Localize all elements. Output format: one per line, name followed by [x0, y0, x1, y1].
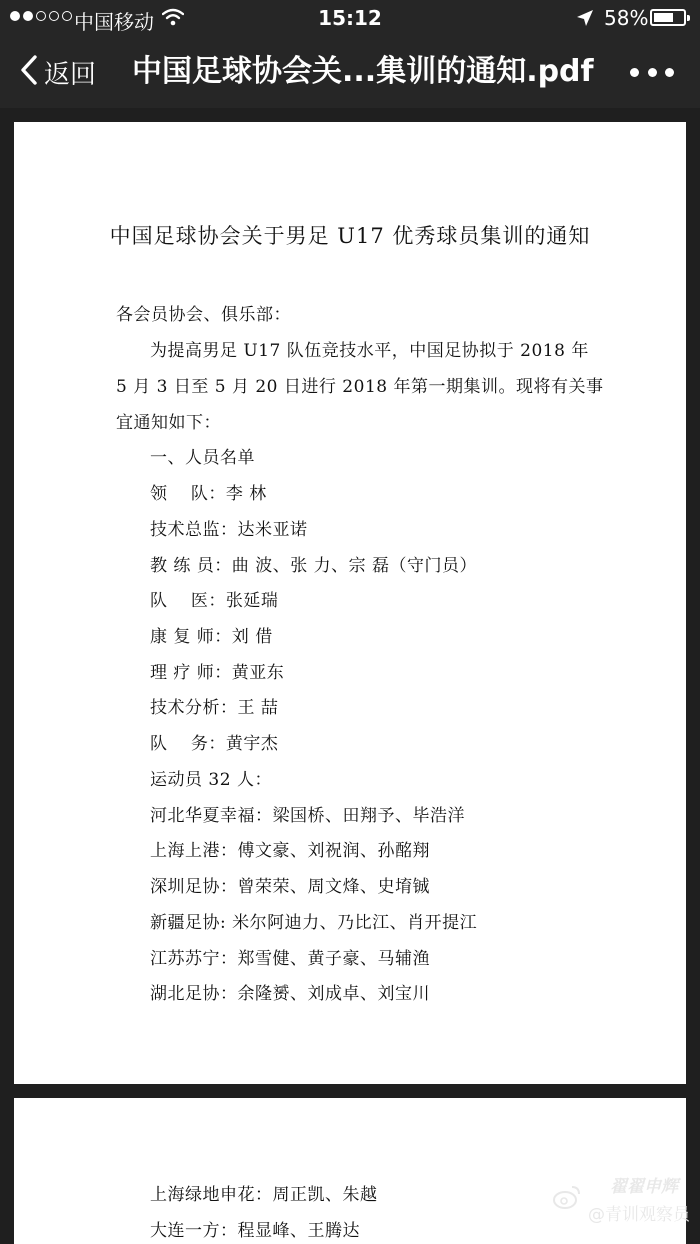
location-arrow-icon	[576, 8, 594, 32]
staff-line: 理 疗 师：黄亚东	[150, 663, 285, 683]
staff-line: 领 队：李 林	[150, 484, 267, 504]
clock-time: 15:12	[318, 6, 382, 30]
staff-line: 技术分析：王 喆	[150, 698, 279, 718]
staff-line: 队 务：黄宇杰	[150, 734, 279, 754]
athlete-line: 河北华夏幸福：梁国桥、田翔予、毕浩洋	[150, 806, 465, 826]
status-bar	[0, 0, 700, 36]
watermark-author: 翟翟申辉	[610, 1177, 678, 1197]
more-dot-icon	[665, 68, 674, 77]
pdf-viewer[interactable]	[0, 108, 700, 1244]
back-button[interactable]	[20, 50, 96, 94]
salutation: 各会员协会、俱乐部：	[116, 305, 291, 325]
battery-icon	[650, 9, 686, 26]
paragraph-line: 5 月 3 日至 5 月 20 日进行 2018 年第一期集训。现将有关事	[116, 377, 604, 397]
staff-line: 康 复 师：刘 借	[150, 627, 273, 647]
athlete-line: 新疆足协: 米尔阿迪力、乃比江、肖开提江	[150, 913, 478, 933]
staff-line: 教 练 员：曲 波、张 力、宗 磊（守门员）	[150, 556, 478, 576]
more-dot-icon	[630, 68, 639, 77]
document-title: 中国足球协会关于男足 U17 优秀球员集训的通知	[109, 224, 591, 248]
paragraph-line: 为提高男足 U17 队伍竞技水平，中国足协拟于 2018 年	[150, 341, 589, 361]
carrier-name: 中国移动	[74, 10, 154, 34]
athletes-heading: 运动员 32 人：	[150, 770, 272, 790]
watermark	[552, 1170, 700, 1240]
athlete-line: 江苏苏宁：郑雪健、黄子豪、马辅渔	[150, 949, 430, 969]
staff-line: 技术总监：达米亚诺	[150, 520, 308, 540]
athlete-line: 大连一方：程显峰、王腾达	[150, 1221, 360, 1241]
navigation-bar	[0, 36, 700, 108]
weibo-logo-icon	[552, 1184, 582, 1210]
more-dot-icon	[648, 68, 657, 77]
athlete-line: 上海绿地申花：周正凯、朱越	[150, 1185, 378, 1205]
watermark-handle: @青训观察员	[588, 1205, 690, 1225]
athlete-line: 深圳足协：曾荣荣、周文烽、史堉铖	[150, 877, 430, 897]
athlete-line: 湖北足协：余隆赟、刘成卓、刘宝川	[150, 984, 430, 1004]
page-title: 中国足球协会关...集训的通知.pdf	[132, 54, 594, 89]
athlete-line: 上海上港：傅文豪、刘祝润、孙酩翔	[150, 841, 430, 861]
paragraph-line: 宜通知如下：	[116, 413, 221, 433]
staff-line: 队 医：张延瑞	[150, 591, 279, 611]
back-label: 返回	[44, 59, 97, 90]
section-heading: 一、人员名单	[150, 448, 255, 468]
more-options-button[interactable]	[630, 64, 674, 80]
pdf-page	[14, 122, 686, 1084]
chevron-left-icon	[20, 54, 38, 90]
battery-percent: 58%	[604, 6, 649, 30]
